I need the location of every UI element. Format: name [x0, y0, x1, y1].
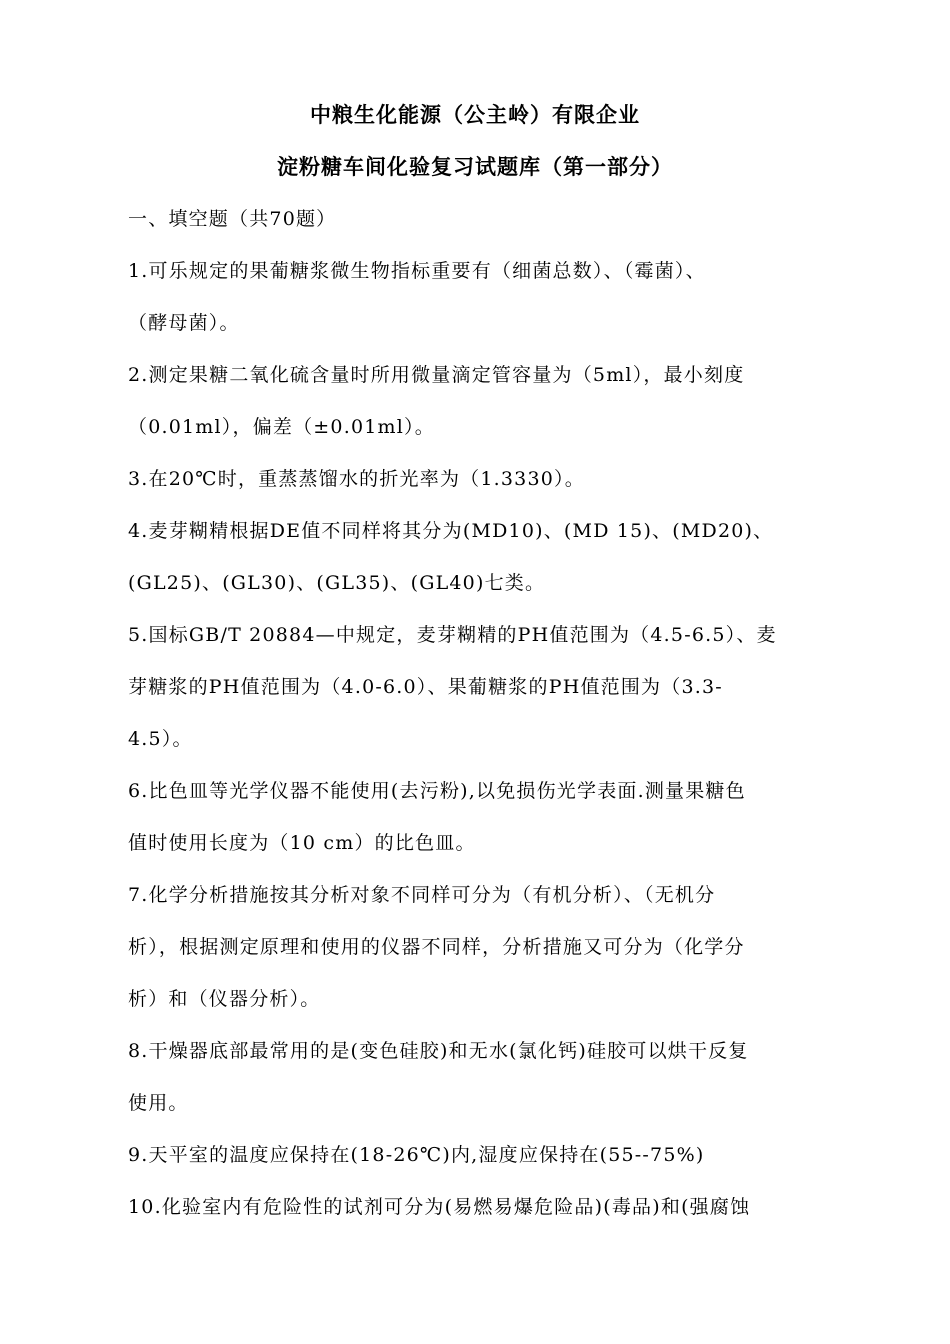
text-line: 5.国标GB/T 20884—中规定，麦芽糊精的PH值范围为（4.5-6.5）、麦: [128, 624, 777, 646]
text-line: 芽糖浆的PH值范围为（4.0-6.0）、果葡糖浆的PH值范围为（3.3-: [128, 676, 723, 698]
text-line: 1.可乐规定的果葡糖浆微生物指标重要有（细菌总数）、（霉菌）、: [128, 260, 706, 282]
text-line: 析）和（仪器分析）。: [128, 988, 321, 1010]
text-line: 7.化学分析措施按其分析对象不同样可分为（有机分析）、（无机分: [128, 884, 716, 906]
text-line: 8.干燥器底部最常用的是(变色硅胶)和无水(氯化钙)硅胶可以烘干反复: [128, 1040, 749, 1062]
text-line: 9.天平室的温度应保持在(18-26℃)内,湿度应保持在(55--75%): [128, 1144, 705, 1166]
text-line: （酵母菌）。: [128, 312, 240, 334]
text-line: 3.在20℃时，重蒸蒸馏水的折光率为（1.3330）。: [128, 468, 585, 490]
section-heading: 一、填空题（共70题）: [128, 208, 337, 230]
document-title: 中粮生化能源（公主岭）有限企业: [310, 103, 640, 127]
text-line: 使用。: [128, 1092, 189, 1114]
text-line: (GL25)、(GL30)、(GL35)、(GL40)七类。: [128, 572, 546, 594]
text-line: 4.5）。: [128, 728, 193, 750]
text-line: 值时使用长度为（10 cm）的比色皿。: [128, 832, 476, 854]
text-line: 10.化验室内有危险性的试剂可分为(易燃易爆危险品)(毒品)和(强腐蚀: [128, 1196, 751, 1218]
text-line: 4.麦芽糊精根据DE值不同样将其分为(MD10)、(MD 15)、(MD20)、: [128, 520, 774, 542]
document-subtitle: 淀粉糖车间化验复习试题库（第一部分）: [277, 155, 673, 179]
text-line: 2.测定果糖二氧化硫含量时所用微量滴定管容量为（5ml），最小刻度: [128, 364, 745, 386]
text-line: （0.01ml），偏差（±0.01ml）。: [128, 416, 435, 438]
text-line: 6.比色皿等光学仪器不能使用(去污粉),以免损伤光学表面.测量果糖色: [128, 780, 746, 802]
text-line: 析），根据测定原理和使用的仪器不同样，分析措施又可分为（化学分: [128, 936, 745, 958]
